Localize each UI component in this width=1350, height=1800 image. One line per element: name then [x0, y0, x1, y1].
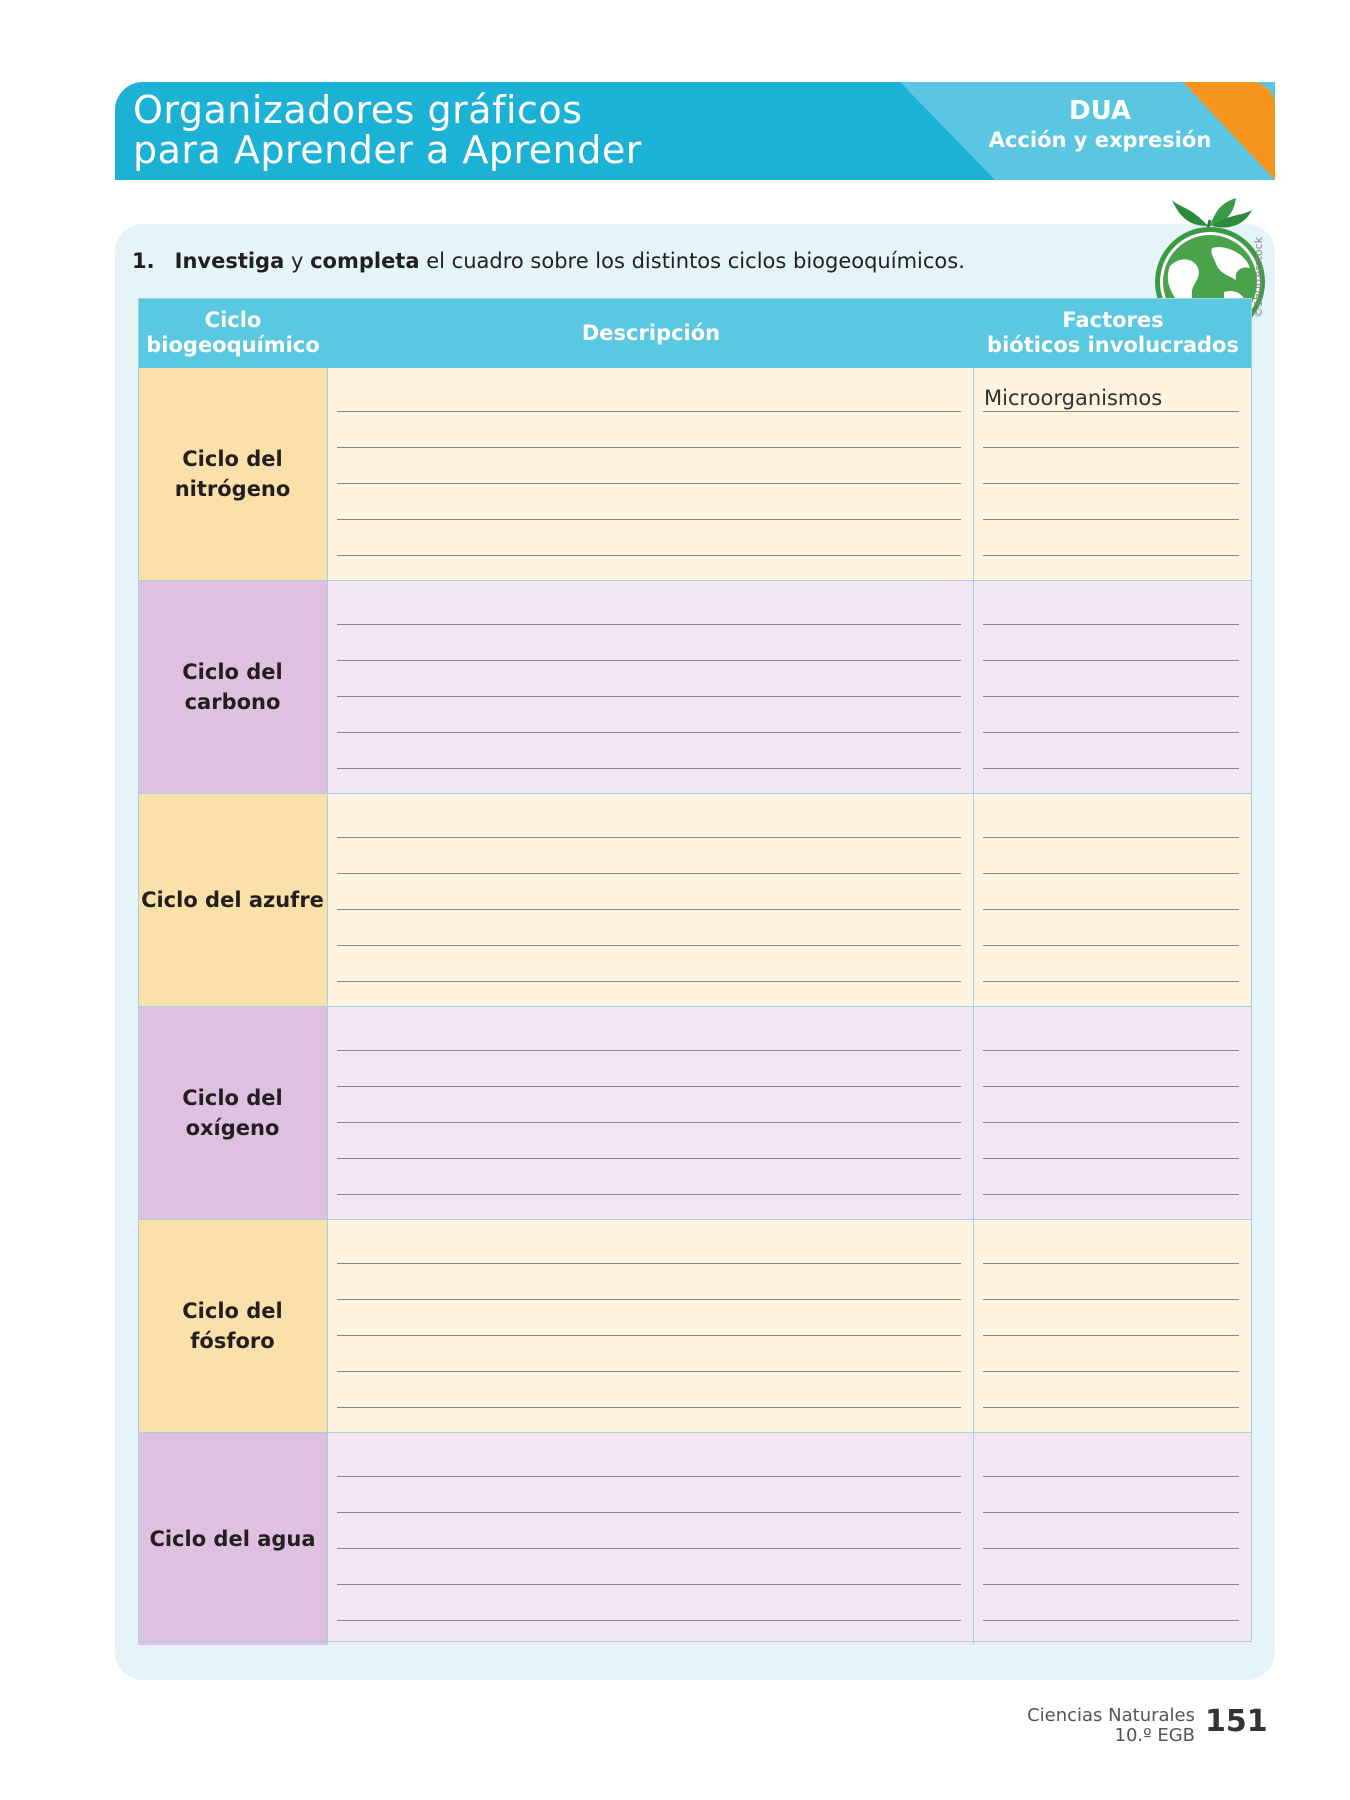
cycle-label-line1: Ciclo del azufre — [141, 888, 324, 912]
cycle-label — [138, 368, 328, 580]
writing-line — [983, 1086, 1239, 1087]
writing-line — [337, 945, 961, 946]
writing-line — [337, 1407, 961, 1408]
factors-cell[interactable] — [974, 1433, 1252, 1645]
cycle-label-line2: oxígeno — [185, 1116, 280, 1140]
header-descripcion: Descripción — [581, 320, 721, 345]
writing-line — [337, 1512, 961, 1513]
cycle-label-line1: Ciclo del — [182, 660, 283, 684]
header-factores-line2: bióticos involucrados — [987, 333, 1239, 357]
writing-line — [337, 1263, 961, 1264]
writing-line — [337, 768, 961, 769]
header-ciclo-line1: Ciclo — [204, 308, 262, 332]
writing-line — [337, 696, 961, 697]
description-cell[interactable] — [328, 368, 974, 580]
writing-line — [983, 1407, 1239, 1408]
writing-line — [983, 1548, 1239, 1549]
cycle-label — [138, 581, 328, 793]
dua-title: DUA — [1068, 96, 1132, 126]
footer-subject-name: Ciencias Naturales — [1027, 1705, 1195, 1726]
writing-line — [983, 660, 1239, 661]
writing-line — [337, 1158, 961, 1159]
writing-line — [337, 624, 961, 625]
description-cell[interactable] — [328, 581, 974, 793]
writing-line — [983, 1584, 1239, 1585]
writing-line — [337, 555, 961, 556]
table-row — [138, 581, 1252, 794]
question-prompt — [132, 248, 965, 274]
writing-line — [983, 483, 1239, 484]
writing-line — [983, 837, 1239, 838]
writing-line — [337, 1620, 961, 1621]
writing-line — [983, 1299, 1239, 1300]
writing-line — [337, 483, 961, 484]
factors-cell[interactable] — [974, 368, 1252, 580]
factor-answer: Microorganismos — [984, 386, 1163, 410]
writing-line — [337, 1335, 961, 1336]
writing-line — [337, 660, 961, 661]
writing-line — [983, 873, 1239, 874]
writing-line — [337, 1476, 961, 1477]
writing-line — [983, 1512, 1239, 1513]
writing-line — [983, 696, 1239, 697]
writing-line — [983, 1194, 1239, 1195]
question-connector: y — [290, 249, 304, 273]
table-row — [138, 1433, 1252, 1645]
table-row — [138, 1007, 1252, 1220]
table-row — [138, 794, 1252, 1007]
header-ciclo-line2: biogeoquímico — [146, 333, 320, 357]
cycle-label-line1: Ciclo del agua — [149, 1527, 316, 1551]
description-cell[interactable] — [328, 1220, 974, 1432]
footer-subject — [990, 1706, 1195, 1746]
writing-line — [983, 909, 1239, 910]
description-cell[interactable] — [328, 794, 974, 1006]
header-factores-line1: Factores — [1062, 308, 1164, 332]
title-line-1: Organizadores gráficos — [133, 88, 583, 132]
writing-line — [983, 768, 1239, 769]
cycle-label — [138, 1007, 328, 1219]
description-cell[interactable] — [328, 1433, 974, 1645]
writing-line — [983, 1158, 1239, 1159]
writing-line — [337, 873, 961, 874]
writing-line — [983, 1620, 1239, 1621]
writing-line — [337, 909, 961, 910]
biogeochemical-cycles-table — [138, 298, 1252, 1645]
question-number: 1. — [132, 249, 155, 273]
table-row — [138, 368, 1252, 581]
header-ciclo — [138, 298, 328, 368]
cycle-label — [138, 794, 328, 1006]
writing-line — [337, 1584, 961, 1585]
writing-line — [983, 447, 1239, 448]
writing-line — [983, 1122, 1239, 1123]
description-cell[interactable] — [328, 1007, 974, 1219]
writing-line — [337, 1050, 961, 1051]
footer-grade: 10.º EGB — [1114, 1725, 1195, 1746]
writing-line — [337, 447, 961, 448]
image-credit: ©Shutterstock — [1252, 236, 1265, 318]
writing-line — [983, 945, 1239, 946]
writing-line — [337, 1371, 961, 1372]
writing-line — [337, 519, 961, 520]
dua-label — [985, 96, 1215, 154]
header-factores — [974, 298, 1252, 368]
title-line-2: para Aprender a Aprender — [133, 128, 642, 172]
writing-line — [337, 1194, 961, 1195]
writing-line — [337, 837, 961, 838]
factors-cell[interactable] — [974, 581, 1252, 793]
factors-cell[interactable] — [974, 1007, 1252, 1219]
cycle-label-line1: Ciclo del — [182, 1299, 283, 1323]
writing-line — [337, 981, 961, 982]
factors-cell[interactable] — [974, 1220, 1252, 1432]
question-verb-investiga: Investiga — [174, 249, 285, 273]
cycle-label-line1: Ciclo del — [182, 447, 283, 471]
page-number: 151 — [1205, 1704, 1268, 1739]
writing-line — [983, 1476, 1239, 1477]
table-header — [138, 298, 1252, 368]
writing-line — [983, 1335, 1239, 1336]
cycle-label-line2: nitrógeno — [174, 477, 291, 501]
writing-line — [983, 555, 1239, 556]
writing-line — [337, 1086, 961, 1087]
writing-line — [983, 411, 1239, 412]
writing-line — [983, 981, 1239, 982]
cycle-label — [138, 1220, 328, 1432]
writing-line — [337, 1548, 961, 1549]
question-rest: el cuadro sobre los distintos ciclos biogeoquímicos. — [426, 249, 965, 273]
writing-line — [983, 1050, 1239, 1051]
writing-line — [337, 1299, 961, 1300]
cycle-label-line2: carbono — [184, 690, 281, 714]
dua-subtitle: Acción y expresión — [988, 128, 1212, 152]
cycle-label-line2: fósforo — [190, 1329, 275, 1353]
writing-line — [337, 1122, 961, 1123]
writing-line — [337, 732, 961, 733]
question-verb-completa: completa — [310, 249, 420, 273]
section-title — [133, 90, 642, 170]
writing-line — [337, 411, 961, 412]
table-row — [138, 1220, 1252, 1433]
writing-line — [983, 732, 1239, 733]
writing-line — [983, 1371, 1239, 1372]
cycle-label — [138, 1433, 328, 1645]
cycle-label-line1: Ciclo del — [182, 1086, 283, 1110]
writing-line — [983, 1263, 1239, 1264]
header-banner — [115, 82, 1275, 180]
factors-cell[interactable] — [974, 794, 1252, 1006]
writing-line — [983, 519, 1239, 520]
writing-line — [983, 624, 1239, 625]
